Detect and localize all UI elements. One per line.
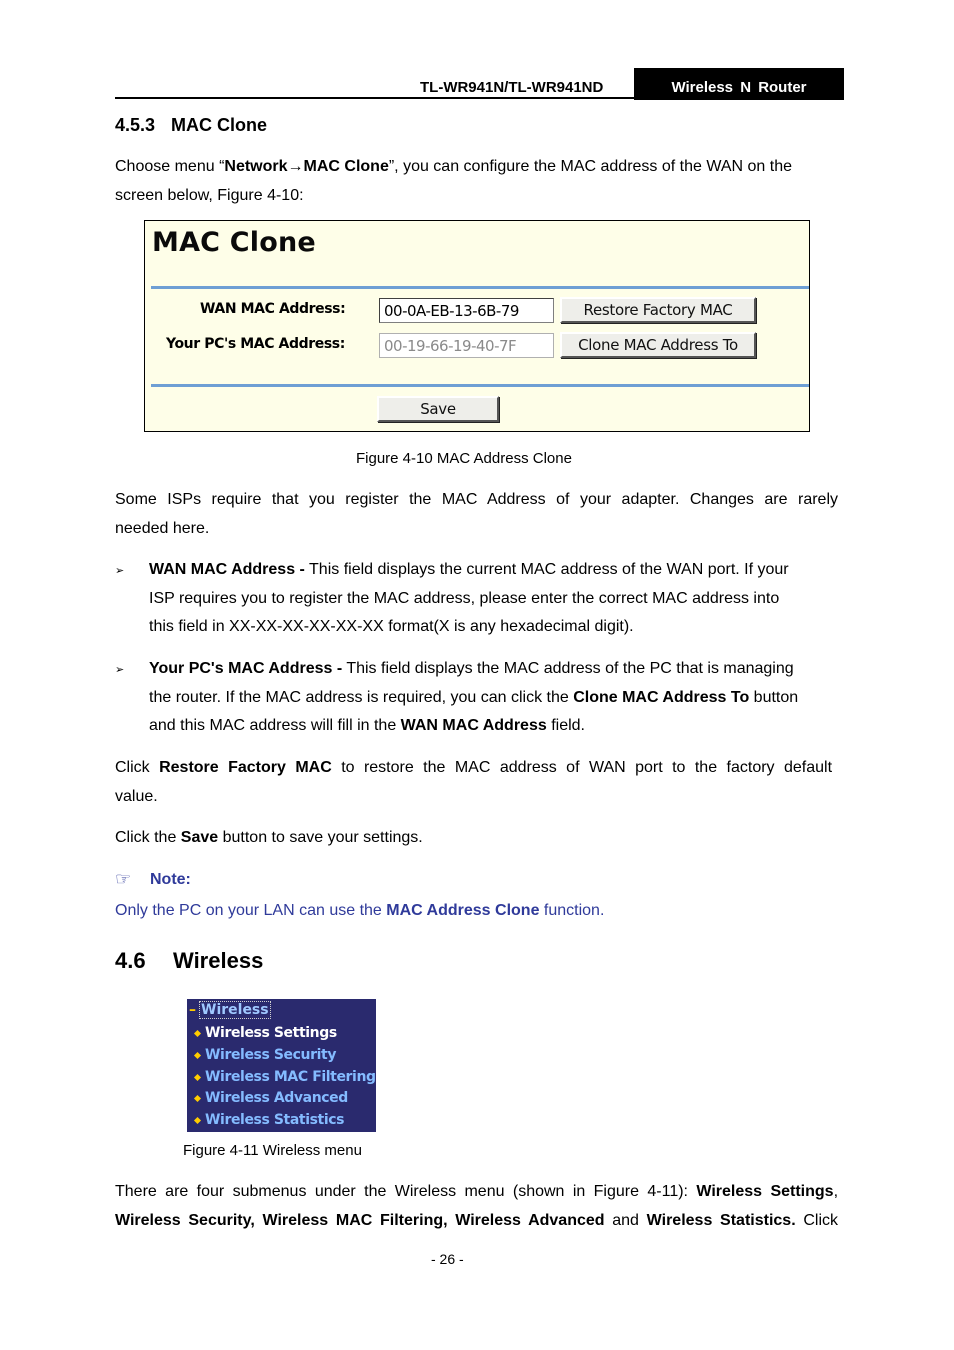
bullet-arrow-icon: ➢ — [115, 565, 125, 577]
section-title: MAC Clone — [171, 115, 267, 135]
bullet-pc-mac — [149, 655, 831, 741]
pc-mac-input[interactable]: 00-19-66-19-40-7F — [379, 333, 554, 358]
submenus-text-2: , — [833, 1183, 839, 1200]
intro-line2: screen below, Figure 4-10: — [115, 186, 304, 204]
wireless-menu-header-label: Wireless — [201, 1002, 269, 1018]
save-term: Save — [180, 829, 219, 846]
menu-item-label: Wireless Advanced — [205, 1090, 348, 1106]
menu-item-label: Wireless Security — [205, 1047, 337, 1063]
bullet-diamond-icon — [194, 1030, 201, 1037]
note-label: Note: — [150, 871, 191, 888]
menu-path: Network→MAC Clone — [224, 158, 389, 175]
mac-clone-panel — [144, 220, 810, 432]
panel-title: MAC Clone — [152, 227, 316, 258]
clone-mac-address-button[interactable]: Clone MAC Address To — [560, 332, 756, 358]
restore-text: Click — [115, 759, 160, 776]
bullet-text: and this MAC address will fill in the — [149, 717, 401, 734]
bullet-line3: this field in XX-XX-XX-XX-XX-XX format(X is any hexadecimal digit). — [149, 618, 634, 635]
bullet-bold: Clone MAC Address To — [573, 688, 750, 706]
intro-text: Choose menu “ — [115, 158, 225, 175]
isp-line1: Some ISPs require that you register the MAC Address of your adapter. Changes are rarely — [115, 491, 838, 508]
menu-item-wireless-advanced[interactable] — [205, 1090, 348, 1106]
note-text-post: function. — [539, 902, 605, 919]
pointing-hand-icon: ☞ — [115, 869, 132, 889]
isp-paragraph — [115, 486, 838, 543]
menu-item-wireless-settings[interactable] — [205, 1025, 337, 1041]
note-text-pre: Only the PC on your LAN can use the — [115, 902, 387, 919]
submenus-paragraph — [115, 1178, 838, 1235]
panel-divider-top — [151, 286, 809, 289]
submenus-text-3: and — [604, 1211, 647, 1229]
submenus-term-2: Wireless Statistics. — [646, 1211, 796, 1229]
bullet-bold: WAN MAC Address — [400, 717, 547, 734]
menu-item-label: Wireless Settings — [205, 1025, 337, 1041]
save-paragraph — [115, 824, 423, 853]
pc-mac-label: Your PC's MAC Address: — [166, 336, 345, 352]
section-title: Wireless — [173, 948, 264, 973]
figure-4-11-caption: Figure 4-11 Wireless menu — [183, 1142, 362, 1159]
intro-text-2: ”, you can configure the MAC address of the WAN on the — [388, 158, 793, 175]
header-model: TL-WR941N/TL-WR941ND — [420, 79, 604, 96]
save-text: Click the — [115, 829, 181, 846]
isp-line2: needed here. — [115, 519, 210, 537]
wan-mac-input[interactable]: 00-0A-EB-13-6B-79 — [379, 298, 554, 323]
menu-item-wireless-statistics[interactable] — [205, 1112, 344, 1128]
collapse-minus-icon: – — [189, 1002, 196, 1018]
restore-factory-mac-button[interactable]: Restore Factory MAC — [560, 297, 756, 323]
submenus-text-4: Click — [795, 1211, 839, 1229]
restore-term: Restore Factory MAC — [159, 759, 332, 776]
header-rule — [115, 97, 635, 99]
section-heading-wireless — [115, 948, 263, 974]
bullet-text: This field displays the current MAC address of the WAN port. If your — [304, 561, 789, 578]
bullet-text: button — [749, 688, 799, 706]
figure-4-10-caption: Figure 4-10 MAC Address Clone — [356, 450, 572, 467]
intro-paragraph — [115, 153, 837, 210]
submenus-term: Wireless Settings — [696, 1183, 834, 1200]
submenus-terms: Wireless Security, Wireless MAC Filtering, Wireless Advanced — [115, 1211, 605, 1229]
menu-item-wireless-security[interactable] — [205, 1047, 336, 1063]
bullet-diamond-icon — [194, 1074, 201, 1081]
submenus-text: There are four submenus under the Wireless menu (shown in Figure 4-11): — [115, 1183, 697, 1200]
menu-item-label: Wireless Statistics — [205, 1112, 345, 1128]
menu-item-wireless-mac-filtering[interactable] — [205, 1069, 376, 1085]
save-text-2: button to save your settings. — [218, 829, 423, 846]
wireless-menu-header[interactable] — [187, 1002, 271, 1018]
restore-text-2: to restore the MAC address of WAN port to the factory default — [331, 759, 833, 776]
note-term: MAC Address Clone — [386, 902, 540, 919]
bullet-line2: ISP requires you to register the MAC address, please enter the correct MAC address into — [149, 589, 780, 607]
bullet-wan-mac — [149, 556, 831, 642]
bullet-diamond-icon — [194, 1052, 201, 1059]
menu-item-label: Wireless MAC Filtering — [205, 1069, 376, 1085]
section-heading-mac-clone — [115, 115, 267, 136]
bullet-term: WAN MAC Address - — [149, 561, 305, 578]
page-number: - 26 - — [431, 1251, 464, 1267]
wan-mac-label: WAN MAC Address: — [200, 301, 346, 317]
bullet-text: field. — [546, 717, 585, 734]
note-text — [115, 902, 604, 920]
bullet-text: This field displays the MAC address of the PC that is managing — [342, 660, 794, 677]
bullet-term: Your PC's MAC Address - — [149, 660, 343, 677]
save-button[interactable]: Save — [377, 396, 499, 422]
panel-divider-bottom — [151, 384, 809, 387]
wireless-menu — [187, 999, 376, 1132]
bullet-arrow-icon: ➢ — [115, 664, 125, 676]
bullet-text: the router. If the MAC address is required, you can click the — [149, 688, 574, 706]
bullet-diamond-icon — [194, 1095, 201, 1102]
bullet-diamond-icon — [194, 1117, 201, 1124]
restore-paragraph — [115, 754, 832, 811]
section-number: 4.5.3 — [115, 115, 156, 135]
restore-line2: value. — [115, 787, 158, 805]
section-number: 4.6 — [115, 948, 146, 973]
header-product-box: Wireless N Router — [634, 68, 844, 100]
